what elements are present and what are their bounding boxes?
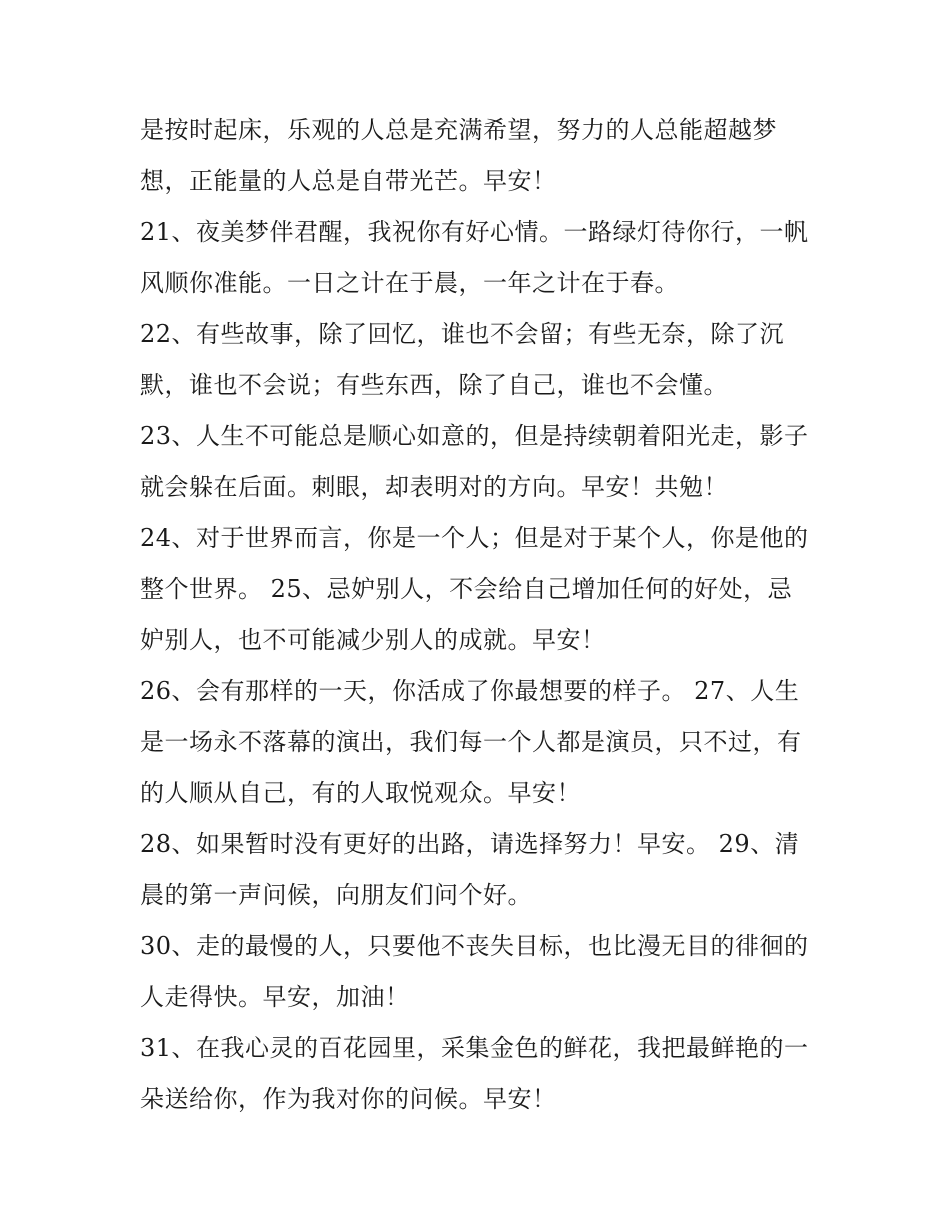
text-line: 30、走的最慢的人，只要他不丧失目标，也比漫无目的徘徊的 bbox=[140, 932, 809, 960]
text-line: 28、如果暂时没有更好的出路，请选择努力！早安。 29、清 bbox=[140, 830, 800, 858]
text-line: 晨的第一声问候，向朋友们问个好。 bbox=[140, 881, 532, 909]
document-body bbox=[140, 105, 820, 1125]
text-line: 就会躲在后面。刺眼，却表明对的方向。早安！共勉！ bbox=[140, 473, 728, 501]
text-line: 人走得快。早安，加油！ bbox=[140, 983, 410, 1011]
text-line: 朵送给你，作为我对你的问候。早安！ bbox=[140, 1085, 557, 1113]
text-line: 是一场永不落幕的演出，我们每一个人都是演员，只不过，有 bbox=[140, 728, 802, 756]
text-line: 26、会有那样的一天，你活成了你最想要的样子。 27、人生 bbox=[140, 677, 800, 705]
text-line: 22、有些故事，除了回忆，谁也不会留；有些无奈，除了沉 bbox=[140, 320, 785, 348]
text-line: 整个世界。 25、忌妒别人，不会给自己增加任何的好处，忌 bbox=[140, 575, 793, 603]
text-line: 的人顺从自己，有的人取悦观众。早安！ bbox=[140, 779, 581, 807]
text-line: 23、人生不可能总是顺心如意的，但是持续朝着阳光走，影子 bbox=[140, 422, 809, 450]
text-line: 想，正能量的人总是自带光芒。早安！ bbox=[140, 167, 557, 195]
text-line: 默，谁也不会说；有些东西，除了自己，谁也不会懂。 bbox=[140, 371, 728, 399]
text-line: 是按时起床，乐观的人总是充满希望，努力的人总能超越梦 bbox=[140, 116, 777, 144]
text-line: 21、夜美梦伴君醒，我祝你有好心情。一路绿灯待你行，一帆 bbox=[140, 218, 809, 246]
text-line: 妒别人，也不可能减少别人的成就。早安！ bbox=[140, 626, 606, 654]
text-line: 风顺你准能。一日之计在于晨，一年之计在于春。 bbox=[140, 269, 679, 297]
text-line: 24、对于世界而言，你是一个人；但是对于某个人，你是他的 bbox=[140, 524, 809, 552]
text-line: 31、在我心灵的百花园里，采集金色的鲜花，我把最鲜艳的一 bbox=[140, 1034, 809, 1062]
